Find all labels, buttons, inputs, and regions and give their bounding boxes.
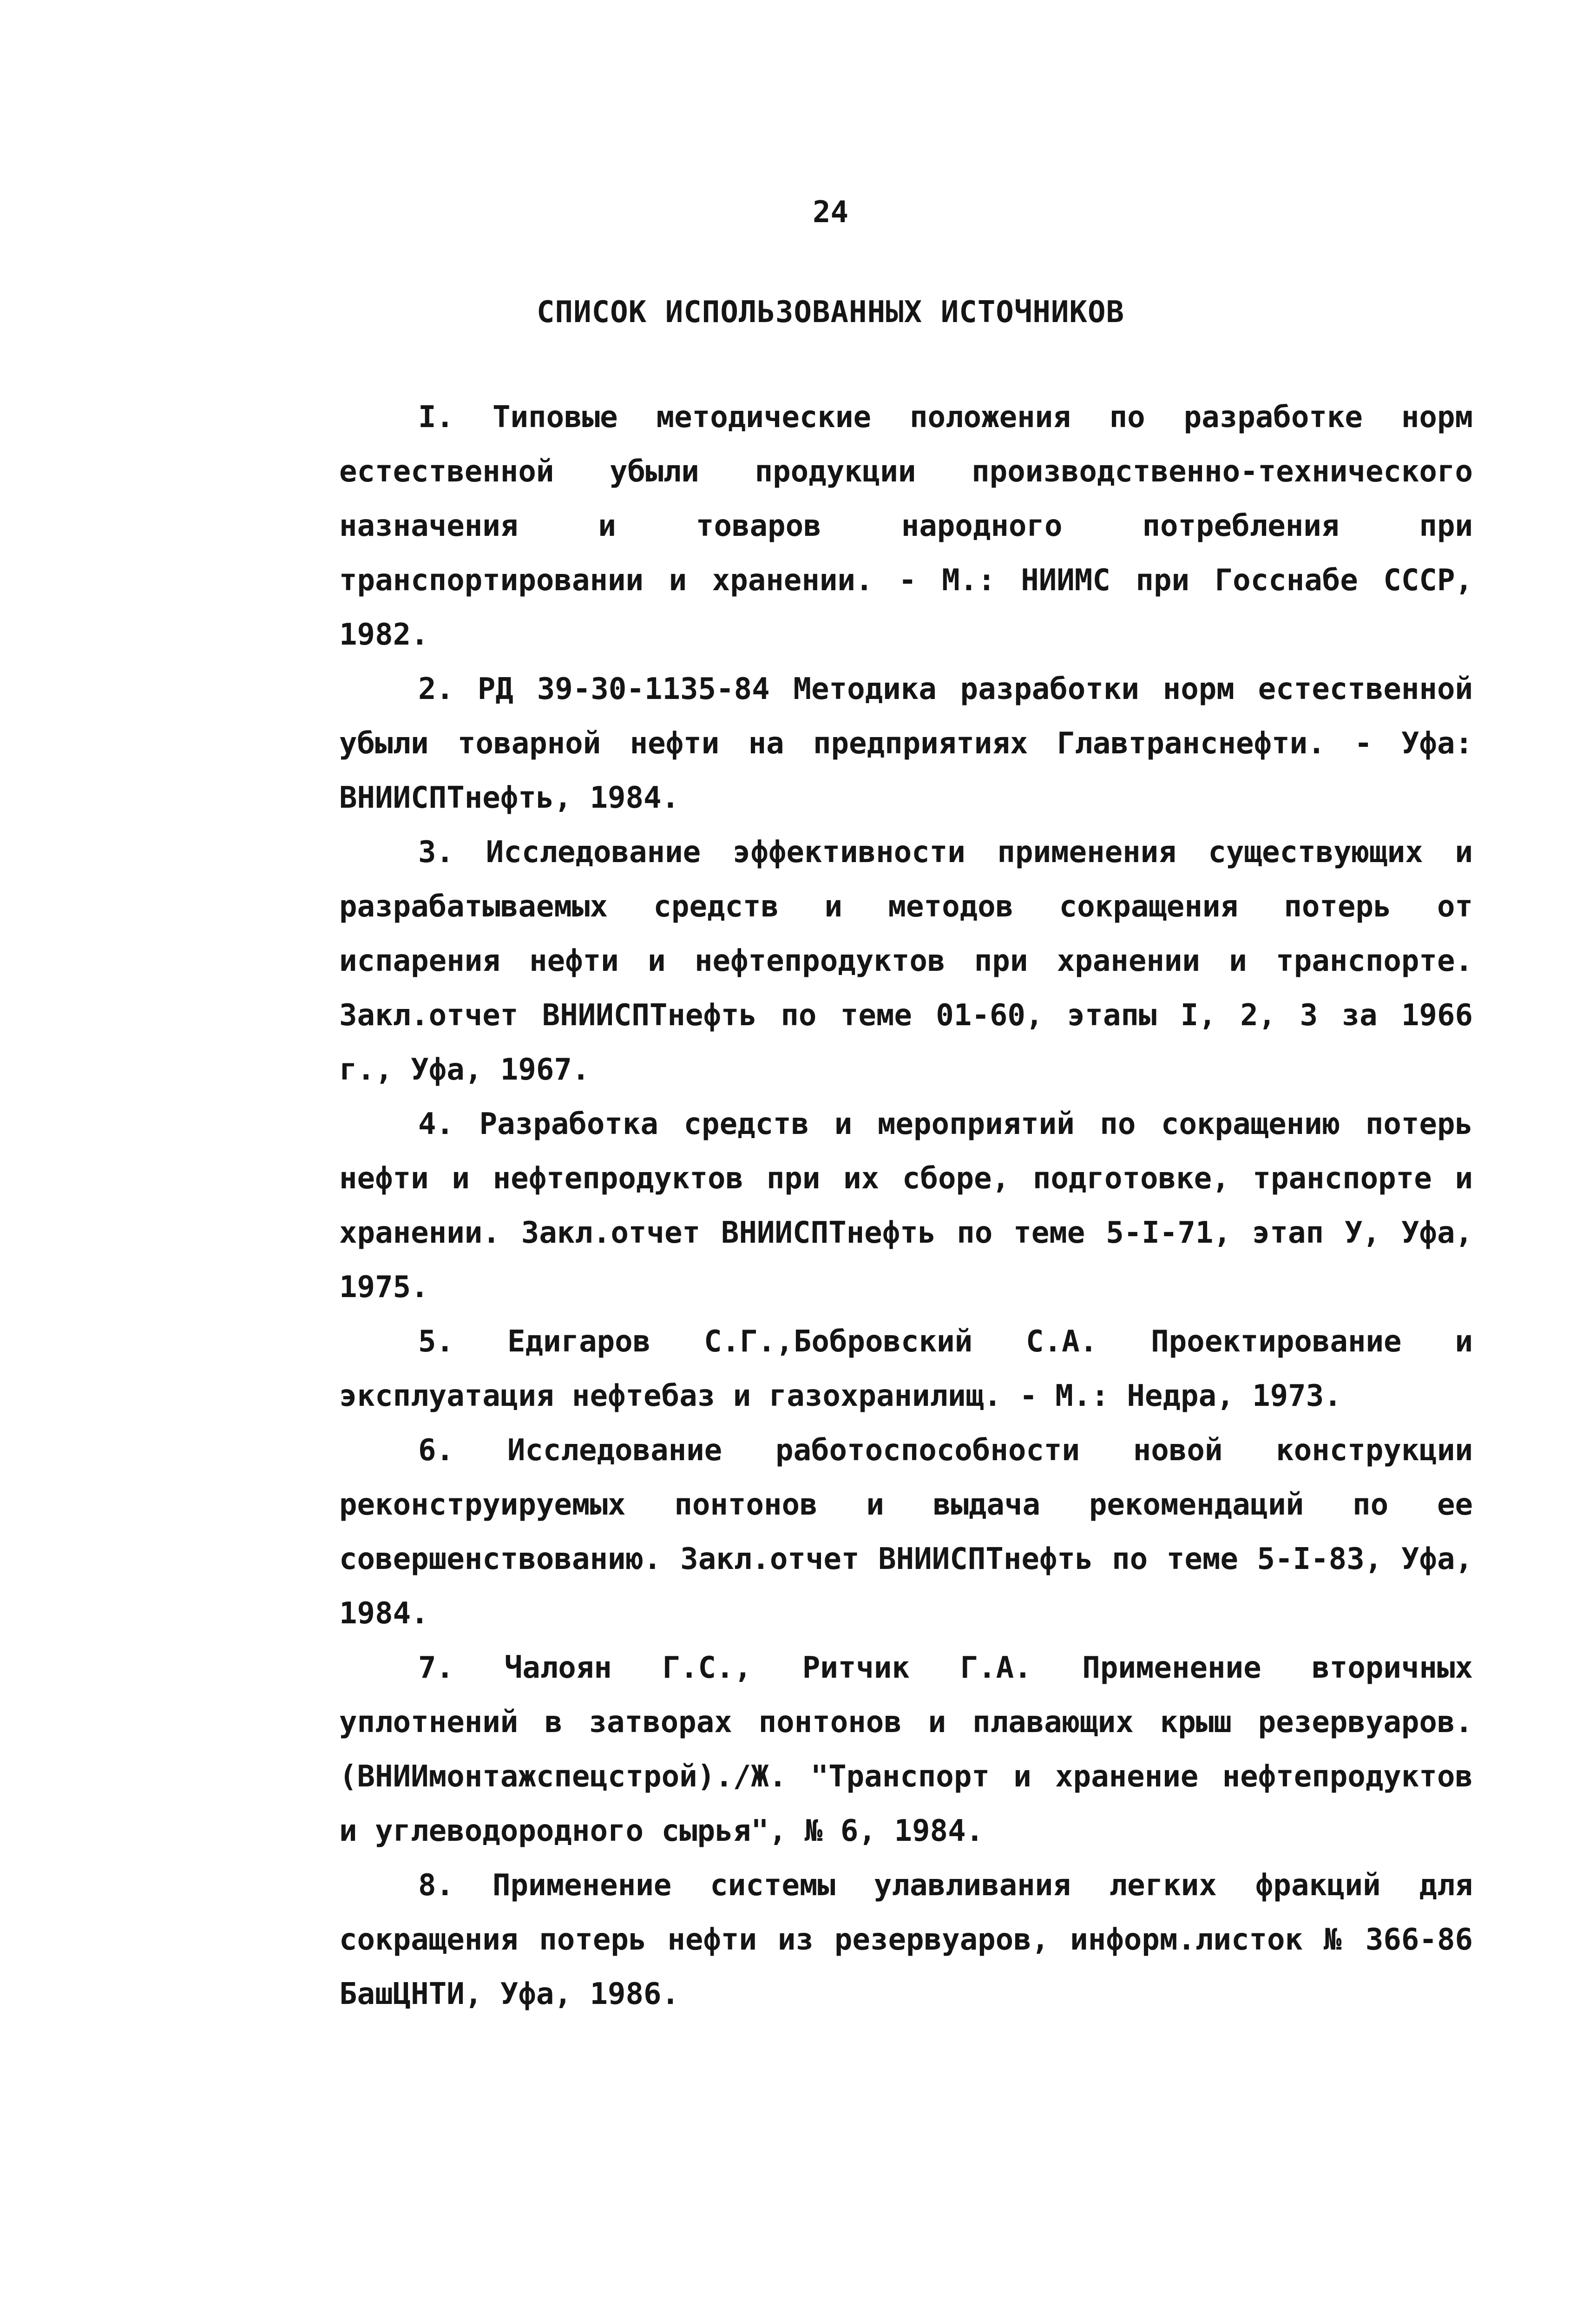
- reference-item: 3. Исследование эффективности применения существующих и разрабатываемых средств и методов сокращения потерь от испарения нефти и нефтепродуктов при хранении и транспорте. Закл.отчет ВНИИСПТнефть по теме 01-60, этапы I, 2, 3 за 1966 г., Уфа, 1967.: [339, 835, 1473, 1087]
- reference-item: 7. Чалоян Г.С., Ритчик Г.А. Применение вторичных уплотнений в затворах понтонов и плавающих крыш резервуаров. (ВНИИмонтажспецстрой)./Ж. "Транспорт и хранение нефтепродуктов и углеводородного сырья", № 6, 1984.: [339, 1651, 1473, 1848]
- reference-item: 2. РД 39-30-1135-84 Методика разработки норм естественной убыли товарной нефти на предприятиях Главтранснефти. - Уфа: ВНИИСПТнефть, 1984.: [339, 672, 1473, 815]
- page-number: 24: [812, 195, 849, 230]
- page-title: СПИСОК ИСПОЛЬЗОВАННЫХ ИСТОЧНИКОВ: [537, 295, 1124, 329]
- reference-item: I. Типовые методические положения по разработке норм естественной убыли продукции производственно-технического назначения и товаров народного потребления при транспортировании и хранении. - М.: НИИМС при Госснабе СССР, 1982.: [339, 400, 1473, 652]
- reference-item: 5. Едигаров С.Г.,Бобровский С.А. Проектирование и эксплуатация нефтебаз и газохранилищ. - М.: Недра, 1973.: [339, 1325, 1473, 1413]
- reference-item: 8. Применение системы улавливания легких фракций для сокращения потерь нефти из резервуаров, информ.листок № 366-86 БашЦНТИ, Уфа, 1986.: [339, 1868, 1473, 2011]
- reference-item: 6. Исследование работоспособности новой конструкции реконструируемых понтонов и выдача рекомендаций по ее совершенствованию. Закл.отчет ВНИИСПТнефть по теме 5-I-83, Уфа, 1984.: [339, 1433, 1473, 1631]
- references-list: [339, 390, 1473, 2022]
- reference-item: 4. Разработка средств и мероприятий по сокращению потерь нефти и нефтепродуктов при их сборе, подготовке, транспорте и хранении. Закл.отчет ВНИИСПТнефть по теме 5-I-71, этап У, Уфа, 1975.: [339, 1107, 1473, 1305]
